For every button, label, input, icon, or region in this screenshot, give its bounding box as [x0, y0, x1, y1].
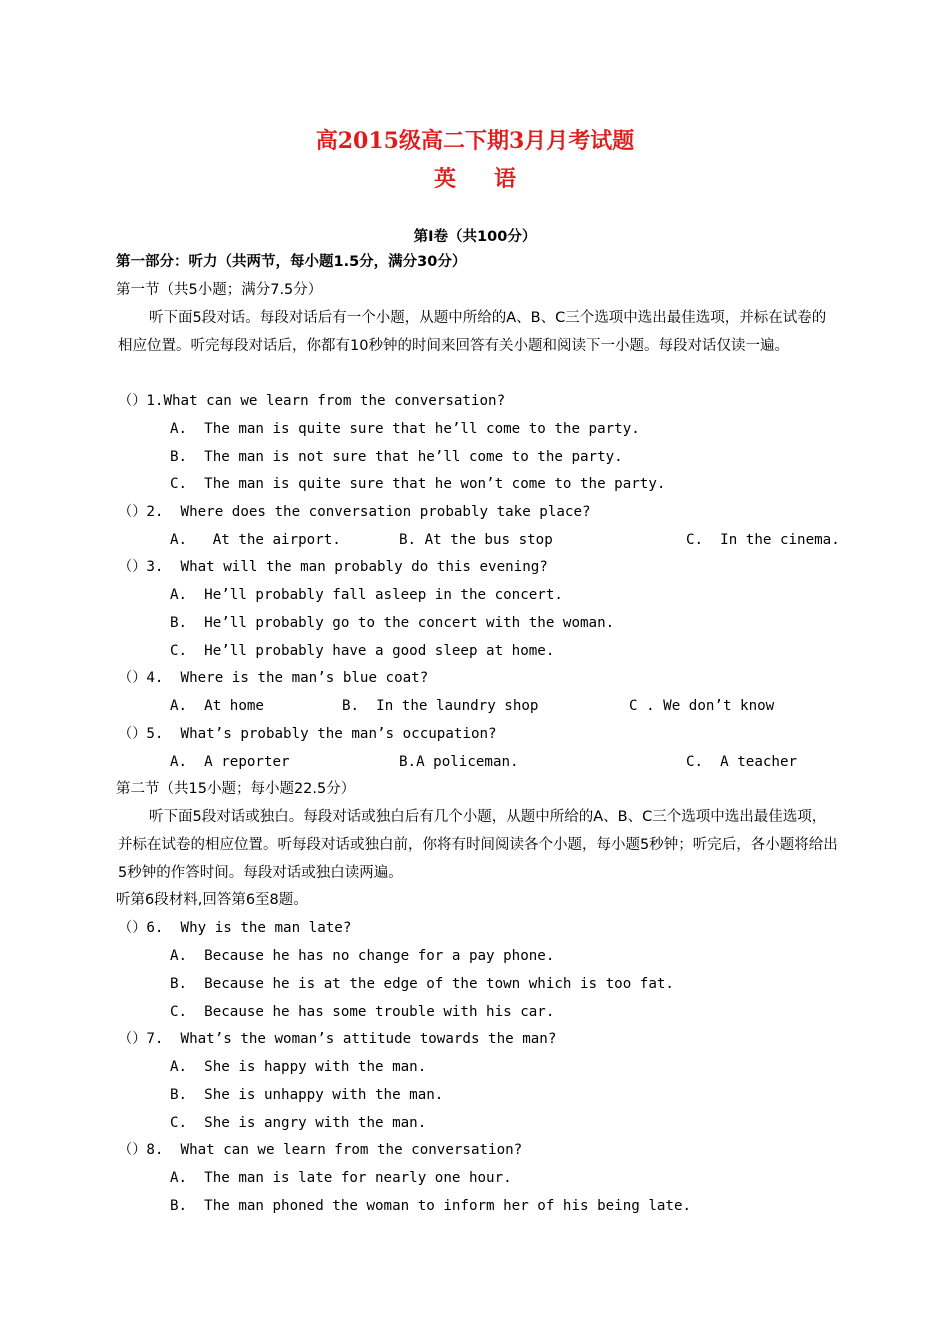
question-6: （）6. Why is the man late? [118, 920, 352, 936]
q2-option-b: B. At the bus stop [399, 532, 553, 548]
subject-title: 英语 [433, 166, 554, 192]
question-1: （）1.What can we learn from the conversation? [118, 393, 506, 409]
q7-option-b: B. She is unhappy with the man. [170, 1087, 444, 1103]
q6-option-c: C. Because he has some trouble with his car. [170, 1004, 555, 1020]
q3-option-a: A. He’ll probably fall asleep in the concert. [170, 587, 563, 603]
q5-option-c: C. A teacher [686, 754, 798, 770]
q1-option-a: A. The man is quite sure that he’ll come to the party. [170, 421, 640, 437]
question-8: （）8. What can we learn from the conversation? [118, 1142, 523, 1158]
section2-heading: 第二节（共15小题；每小题22.5分） [116, 781, 356, 797]
part1-heading: 第一部分：听力（共两节，每小题1.5分，满分30分） [116, 254, 467, 270]
question-4: （）4. Where is the man’s blue coat? [118, 670, 429, 686]
question-5: （）5. What’s probably the man’s occupation? [118, 726, 497, 742]
q7-option-a: A. She is happy with the man. [170, 1059, 427, 1075]
q4-option-a: A. At home [170, 698, 264, 714]
q5-option-b: B.A policeman. [399, 754, 519, 770]
section1-instructions: 听下面5段对话。每段对话后有一个小题，从题中所给的A、B、C三个选项中选出最佳选项，并标在试卷的相应位置。听完每段对话后，你都有10秒钟的时间来回答有关小题和阅读下一小题。每段对话仅读一遍。 [118, 310, 827, 354]
q1-option-b: B. The man is not sure that he’ll come to the party. [170, 449, 623, 465]
question-7: （）7. What’s the woman’s attitude towards the man? [118, 1031, 557, 1047]
q8-option-b: B. The man phoned the woman to inform her of his being late. [170, 1198, 692, 1214]
q6-option-a: A. Because he has no change for a pay phone. [170, 948, 555, 964]
material-note: 听第6段材料,回答第6至8题。 [116, 892, 308, 908]
q2-option-c: C. In the cinema. [686, 532, 840, 548]
q3-option-c: C. He’ll probably have a good sleep at home. [170, 643, 555, 659]
exam-title: 高2015级高二下期3月月考试题 [315, 128, 635, 154]
section1-heading: 第一节（共5小题；满分7.5分） [116, 282, 323, 298]
q4-option-c: C . We don’t know [629, 698, 775, 714]
q3-option-b: B. He’ll probably go to the concert with the woman. [170, 615, 615, 631]
volume-heading: 第Ⅰ卷（共100分） [413, 229, 537, 245]
q6-option-b: B. Because he is at the edge of the town which is too fat. [170, 976, 674, 992]
q5-option-a: A. A reporter [170, 754, 290, 770]
section2-instructions: 听下面5段对话或独白。每段对话或独白后有几个小题，从题中所给的A、B、C三个选项中选出最佳选项，并标在试卷的相应位置。听每段对话或独白前，你将有时间阅读各个小题，每小题5秒钟；听完后，各小题将给出5秒钟的作答时间。每段对话或独白读两遍。 [118, 809, 838, 881]
question-3: （）3. What will the man probably do this evening? [118, 559, 548, 575]
question-2: （）2. Where does the conversation probably take place? [118, 504, 591, 520]
q7-option-c: C. She is angry with the man. [170, 1115, 427, 1131]
q4-option-b: B. In the laundry shop [342, 698, 539, 714]
q2-option-a: A. At the airport. [170, 532, 341, 548]
q8-option-a: A. The man is late for nearly one hour. [170, 1170, 512, 1186]
q1-option-c: C. The man is quite sure that he won’t come to the party. [170, 476, 666, 492]
